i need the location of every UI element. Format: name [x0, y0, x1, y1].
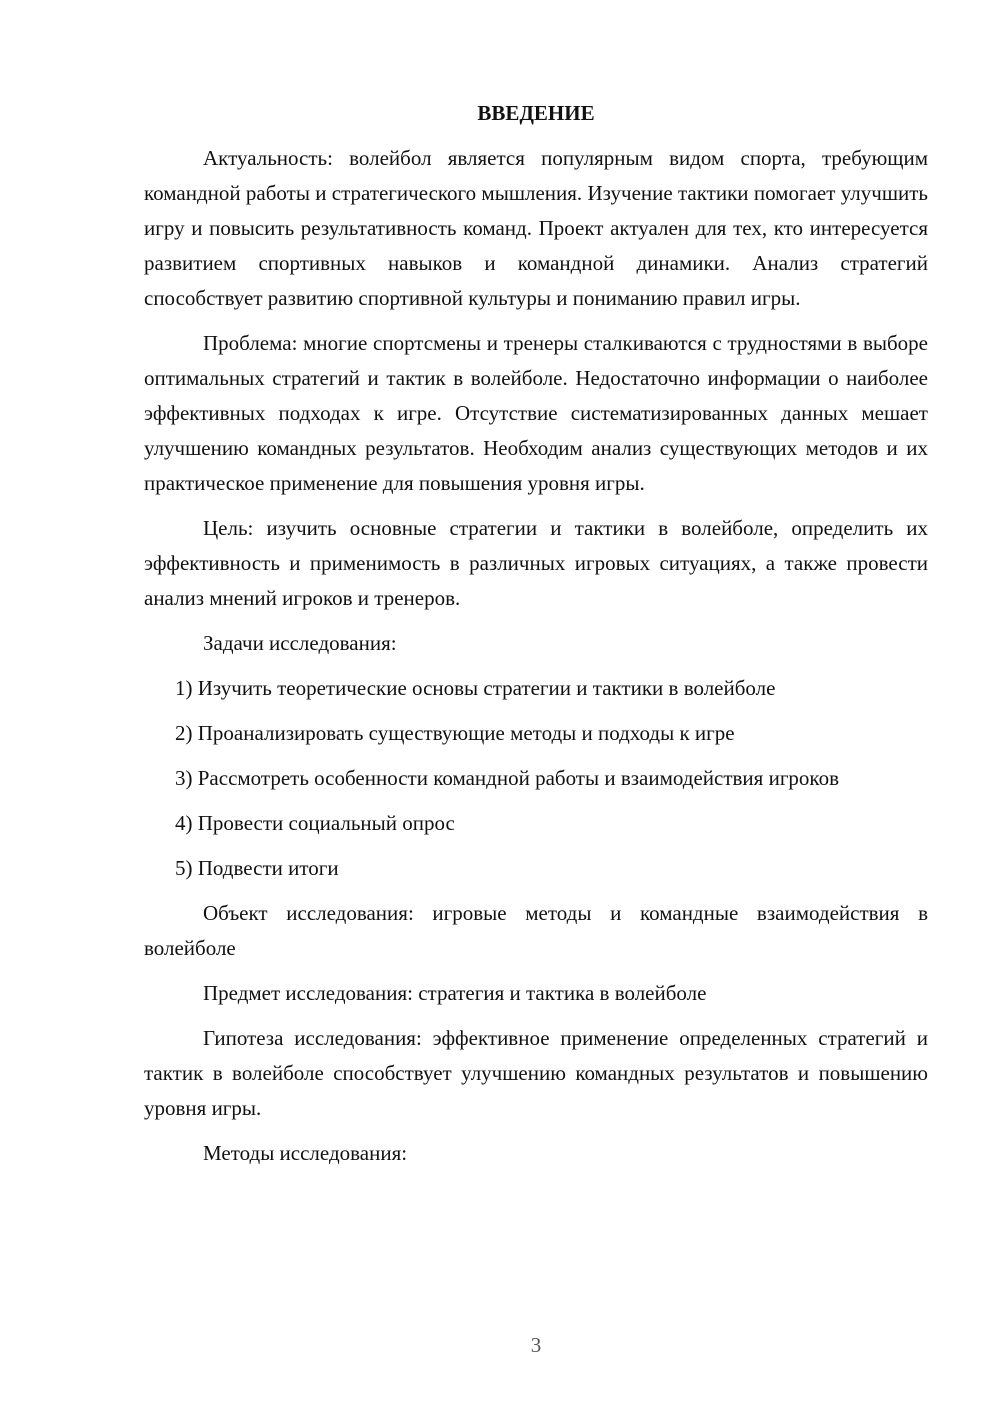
paragraph-hypothesis: Гипотеза исследования: эффективное применение определенных стратегий и тактик в волейболе способствует улучшению командных результатов и повышению уровня игры. — [144, 1026, 928, 1120]
paragraph-subject: Предмет исследования: стратегия и тактика в волейболе — [203, 981, 707, 1005]
page-number: 3 — [530, 1333, 542, 1357]
paragraph-object: Объект исследования: игровые методы и командные взаимодействия в волейболе — [144, 901, 928, 960]
task-item-2: 2) Проанализировать существующие методы и подходы к игре — [175, 721, 735, 745]
paragraph-goal: Цель: изучить основные стратегии и тактики в волейболе, определить их эффективность и применимость в различных игровых ситуациях, а также провести анализ мнений игроков и тренеров. — [144, 516, 928, 610]
task-item-5: 5) Подвести итоги — [175, 856, 339, 880]
section-title: ВВЕДЕНИЕ — [477, 101, 595, 125]
paragraph-relevance: Актуальность: волейбол является популярным видом спорта, требующим командной работы и стратегического мышления. Изучение тактики помогает улучшить игру и повысить результативность команд. Проект актуален для тех, кто интересуется развитием спортивных навыков и командной динамики. Анализ стратегий способствует развитию спортивной культуры и пониманию правил игры. — [144, 146, 928, 310]
page-content — [144, 96, 928, 1181]
paragraph-tasks-heading: Задачи исследования: — [203, 631, 397, 655]
task-item-4: 4) Провести социальный опрос — [175, 811, 455, 835]
task-item-3: 3) Рассмотреть особенности командной работы и взаимодействия игроков — [175, 766, 839, 790]
paragraph-problem: Проблема: многие спортсмены и тренеры сталкиваются с трудностями в выборе оптимальных стратегий и тактик в волейболе. Недостаточно информации о наиболее эффективных подходах к игре. Отсутствие систематизированных данных мешает улучшению командных результатов. Необходим анализ существующих методов и их практическое применение для повышения уровня игры. — [144, 331, 928, 495]
task-item-1: 1) Изучить теоретические основы стратегии и тактики в волейболе — [175, 676, 776, 700]
paragraph-methods: Методы исследования: — [203, 1141, 408, 1165]
